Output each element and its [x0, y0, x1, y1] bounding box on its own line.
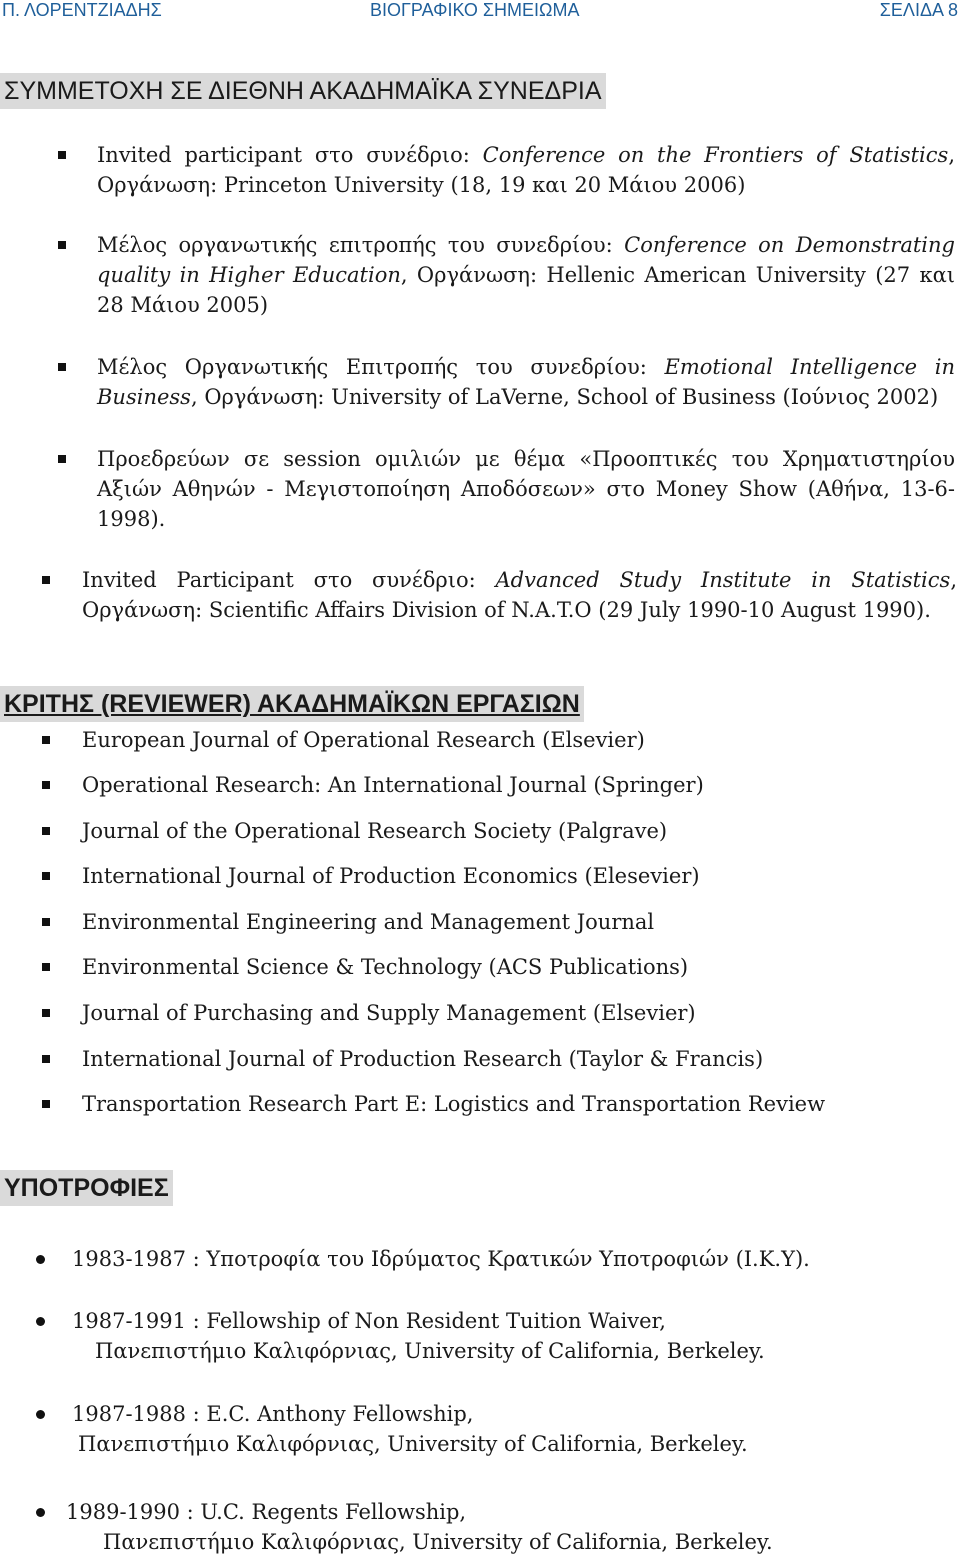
round-bullet-icon — [36, 1317, 45, 1326]
item-conference-name: Conference on the Frontiers of Statistics — [482, 143, 949, 167]
list-item — [97, 352, 955, 412]
scholarship-institution: Πανεπιστήμιο Καλιφόρνιας, University of California, Berkeley. — [78, 1432, 748, 1456]
square-bullet-icon — [42, 736, 50, 744]
square-bullet-icon — [42, 872, 50, 880]
scholarship-institution: Πανεπιστήμιο Καλιφόρνιας, University of California, Berkeley. — [95, 1339, 765, 1363]
square-bullet-icon — [42, 827, 50, 835]
item-text: , Οργάνωση: Scientific Affairs Division of N.A.T.O (29 July 1990-10 August 1990). — [82, 568, 957, 622]
scholarship-item: 1987-1988 : E.C. Anthony Fellowship, — [72, 1402, 474, 1426]
header-page-number: ΣΕΛΙΔΑ 8 — [879, 0, 958, 20]
square-bullet-icon — [42, 576, 50, 584]
square-bullet-icon — [58, 241, 66, 249]
square-bullet-icon — [42, 1100, 50, 1108]
journal-item: European Journal of Operational Research (Elsevier) — [82, 728, 645, 752]
square-bullet-icon — [42, 1009, 50, 1017]
square-bullet-icon — [42, 1055, 50, 1063]
scholarship-item: 1983-1987 : Υποτροφία του Ιδρύματος Κρατικών Υποτροφιών (Ι.Κ.Υ). — [72, 1247, 810, 1271]
journal-item: Environmental Science & Technology (ACS Publications) — [82, 955, 689, 979]
square-bullet-icon — [42, 963, 50, 971]
item-text: , Οργάνωση: Princeton University (18, 19 και 20 Μάιου 2006) — [97, 143, 955, 197]
scholarship-institution: Πανεπιστήμιο Καλιφόρνιας, University of California, Berkeley. — [103, 1530, 773, 1554]
round-bullet-icon — [36, 1410, 45, 1419]
section-title-conferences: ΣΥΜΜΕΤΟΧΗ ΣΕ ΔΙΕΘΝΗ ΑΚΑΔΗΜΑΪΚΑ ΣΥΝΕΔΡΙΑ — [0, 73, 606, 109]
journal-item: Operational Research: An International Journal (Springer) — [82, 773, 704, 797]
item-text: Invited participant στο συνέδριο: — [97, 143, 483, 167]
item-text: , Οργάνωση: Hellenic American University (27 και 28 Μάιου 2005) — [97, 263, 955, 317]
journal-item: International Journal of Production Economics (Elesevier) — [82, 864, 700, 888]
item-conference-name: Conference on Demonstrating quality in Higher Education — [97, 233, 955, 287]
header-doc-title: ΒΙΟΓΡΑΦΙΚΟ ΣΗΜΕΙΩΜΑ — [370, 0, 580, 20]
item-conference-name: Emotional Intelligence in Business — [97, 355, 955, 409]
journal-item: Journal of Purchasing and Supply Management (Elsevier) — [82, 1001, 696, 1025]
square-bullet-icon — [58, 151, 66, 159]
item-text: Μέλος Οργανωτικής Επιτροπής του συνεδρίου: — [97, 355, 665, 379]
list-item — [97, 140, 955, 200]
item-text: Προεδρεύων σε session ομιλιών με θέμα «Προοπτικές του Χρηματιστηρίου Αξιών Αθηνών - Μεγιστοποίηση Αποδόσεων» στο Money Show (Αθήνα, 13-6-1998). — [97, 447, 955, 531]
item-text: , Οργάνωση: University of LaVerne, School of Business (Ιούνιος 2002) — [190, 385, 939, 409]
section-title-reviewer: ΚΡΙΤΗΣ (REVIEWER) ΑΚΑΔΗΜΑΪΚΩΝ ΕΡΓΑΣΙΩΝ — [0, 686, 584, 722]
section-title-scholarships: ΥΠΟΤΡΟΦΙΕΣ — [0, 1170, 173, 1206]
list-item — [82, 565, 957, 625]
header-author: Π. ΛΟΡΕΝΤΖΙΑΔΗΣ — [2, 0, 162, 20]
journal-item: Journal of the Operational Research Society (Palgrave) — [82, 819, 668, 843]
item-text: Invited Participant στο συνέδριο: — [82, 568, 496, 592]
round-bullet-icon — [36, 1255, 45, 1264]
journal-item: Environmental Engineering and Management Journal — [82, 910, 655, 934]
list-item — [97, 230, 955, 320]
item-text: Μέλος οργανωτικής επιτροπής του συνεδρίου: — [97, 233, 625, 257]
page-header — [0, 0, 960, 22]
scholarship-item: 1987-1991 : Fellowship of Non Resident Tuition Waiver, — [72, 1309, 666, 1333]
square-bullet-icon — [42, 781, 50, 789]
square-bullet-icon — [58, 363, 66, 371]
item-conference-name: Advanced Study Institute in Statistics — [495, 568, 951, 592]
journal-item: Transportation Research Part E: Logistics and Transportation Review — [82, 1092, 826, 1116]
journal-item: International Journal of Production Research (Taylor & Francis) — [82, 1047, 764, 1071]
scholarship-item: 1989-1990 : U.C. Regents Fellowship, — [66, 1500, 467, 1524]
list-item — [97, 444, 955, 534]
square-bullet-icon — [42, 918, 50, 926]
round-bullet-icon — [36, 1508, 45, 1517]
square-bullet-icon — [58, 455, 66, 463]
